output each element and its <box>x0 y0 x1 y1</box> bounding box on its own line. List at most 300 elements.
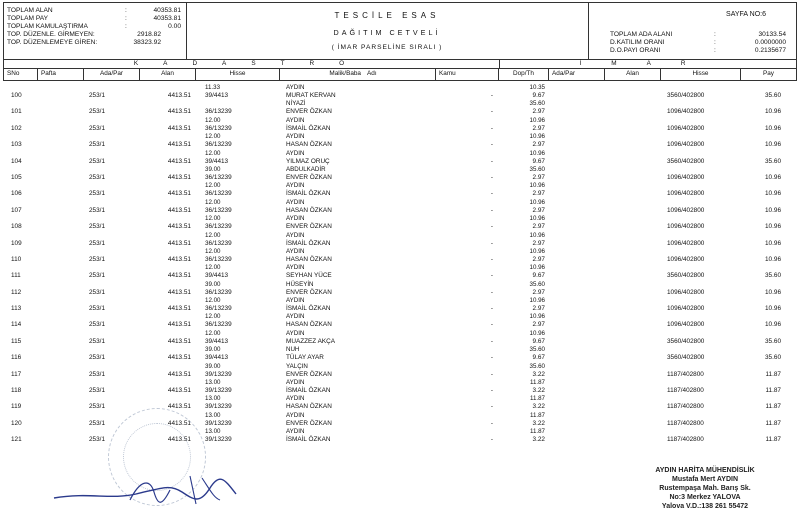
total-label: TOPLAM KAMULAŞTIRMA <box>7 23 88 30</box>
cell-dop: 9.67 <box>532 157 545 165</box>
cell-dop: 9.67 <box>532 272 545 280</box>
cell-prev-dop: 11.87 <box>529 428 545 436</box>
company-tax: Yalova V.D.:138 261 55472 <box>661 503 749 510</box>
cell-kamu: - <box>490 387 493 395</box>
table-row <box>3 362 795 381</box>
handwritten-signature-icon <box>50 470 240 510</box>
total-value: 38323.92 <box>133 39 161 46</box>
cell-ada-par: 253/1 <box>89 387 105 395</box>
table-row <box>3 381 795 397</box>
cell-hisse: 36/13239 <box>205 108 232 116</box>
cell-malik: MUAZZEZ AKÇA <box>286 337 335 345</box>
total-value: 0.00 <box>168 23 181 30</box>
colon: : <box>125 23 127 30</box>
cell-hisse: 39/13239 <box>205 370 232 378</box>
cell-kamu: - <box>490 370 493 378</box>
col-header-imar-alan: Alan <box>605 68 661 80</box>
ratio-label: D.KATILIM ORANI <box>610 39 665 46</box>
cell-pay: 10.96 <box>765 288 781 296</box>
cell-prev-hisse: 39.00 <box>205 346 221 354</box>
cell-dop: 9.67 <box>532 354 545 362</box>
cell-prev-name: AYDIN <box>286 264 305 272</box>
cell-sno: 109 <box>11 239 22 247</box>
company-address-2: No:3 Merkez YALOVA <box>669 494 741 501</box>
col-header-pay: Pay <box>762 70 774 77</box>
cell-prev-name: NUH <box>286 346 300 354</box>
table-row <box>3 266 795 282</box>
col-header-alan: Alan <box>140 68 196 80</box>
cell-prev-hisse: 39.00 <box>205 165 221 173</box>
cell-prev-hisse: 11.33 <box>205 84 221 91</box>
cell-ada-par: 253/1 <box>89 403 105 411</box>
cell-hisse: 36/13239 <box>205 305 232 313</box>
cell-dop: 2.97 <box>532 223 545 231</box>
cell-alan: 4413.51 <box>167 108 191 116</box>
cell-imar-hisse: 1096/402800 <box>667 190 705 198</box>
cell-dop: 2.97 <box>532 255 545 263</box>
cell-malik: İSMAİL ÖZKAN <box>286 305 331 313</box>
cell-pay: 10.96 <box>765 206 781 214</box>
cell-prev-name: AYDIN <box>286 428 305 436</box>
cell-kamu: - <box>490 255 493 263</box>
section-kadastro: KADASTRO <box>4 59 500 68</box>
cell-prev-dop: 35.60 <box>529 362 545 370</box>
cell-sno: 116 <box>11 354 22 362</box>
cell-alan: 4413.51 <box>167 173 191 181</box>
cell-malik: ENVER ÖZKAN <box>286 419 332 427</box>
cell-prev-name: HÜSEYİN <box>286 280 314 288</box>
cell-pay: 35.60 <box>765 92 781 99</box>
cell-prev-hisse: 12.00 <box>205 231 221 239</box>
document-subtitle: DAĞITIM CETVELİ <box>333 28 441 37</box>
cell-hisse: 36/13239 <box>205 321 232 329</box>
ratio-label: TOPLAM ADA ALANI <box>610 31 673 38</box>
cell-sno: 110 <box>11 255 22 263</box>
cell-pay: 11.87 <box>765 387 781 395</box>
cell-sno: 117 <box>11 370 22 378</box>
cell-prev-hisse: 12.00 <box>205 198 221 206</box>
cell-alan: 4413.51 <box>167 436 191 444</box>
colon: : <box>714 39 716 46</box>
cell-sno: 100 <box>11 92 22 99</box>
cell-malik: İSMAİL ÖZKAN <box>286 436 331 444</box>
cell-alan: 4413.51 <box>167 403 191 411</box>
cell-ada-par: 253/1 <box>89 223 105 231</box>
cell-imar-hisse: 3560/402800 <box>667 157 705 165</box>
total-label: TOPLAM PAY <box>7 15 49 22</box>
cell-imar-hisse: 1187/402800 <box>667 419 704 427</box>
cell-hisse: 39/13239 <box>205 403 232 411</box>
cell-alan: 4413.51 <box>167 124 191 132</box>
document-header <box>3 2 797 60</box>
cell-sno: 115 <box>11 337 22 345</box>
cell-kamu: - <box>490 337 493 345</box>
cell-alan: 4413.51 <box>167 288 191 296</box>
cell-kamu: - <box>490 223 493 231</box>
cell-hisse: 39/4413 <box>205 272 229 280</box>
cell-prev-hisse: 13.00 <box>205 428 221 436</box>
cell-alan: 4413.51 <box>167 419 191 427</box>
cell-ada-par: 253/1 <box>89 141 105 149</box>
cell-ada-par: 253/1 <box>89 419 105 427</box>
colon: : <box>125 7 127 14</box>
cell-malik: HASAN ÖZKAN <box>286 255 332 263</box>
cell-kamu: - <box>490 108 493 116</box>
cell-kamu: - <box>490 419 493 427</box>
cell-ada-par: 253/1 <box>89 124 105 132</box>
cell-sno: 120 <box>11 419 22 427</box>
cell-prev-name: AYDIN <box>286 215 305 223</box>
cell-prev-dop: 10.96 <box>529 297 545 305</box>
cell-hisse: 36/13239 <box>205 223 232 231</box>
cell-pay: 10.96 <box>765 124 781 132</box>
cell-sno: 118 <box>11 387 22 395</box>
cell-prev-hisse: 12.00 <box>205 116 221 124</box>
cell-prev-dop: 10.96 <box>529 198 545 206</box>
table-row <box>3 135 795 151</box>
cell-prev-dop: 10.96 <box>529 329 545 337</box>
col-header-kamu: Kamu <box>436 68 499 80</box>
cell-prev-name: AYDIN <box>286 379 305 387</box>
total-label: TOP. DÜZENLE. GİRMEYEN: <box>7 31 95 38</box>
cell-dop: 9.67 <box>532 337 545 345</box>
cell-prev-dop: 10.96 <box>529 313 545 321</box>
cell-prev-hisse: 12.00 <box>205 297 221 305</box>
cell-hisse: 39/13239 <box>205 436 232 444</box>
cell-imar-hisse: 1096/402800 <box>667 255 705 263</box>
cell-malik: HASAN ÖZKAN <box>286 206 332 214</box>
cell-imar-hisse: 1096/402800 <box>667 141 705 149</box>
col-header-dop: Dop/Th <box>499 68 549 80</box>
cell-alan: 4413.51 <box>167 354 191 362</box>
company-address-1: Rustempaşa Mah. Barış Sk. <box>659 485 751 492</box>
cell-malik: İSMAİL ÖZKAN <box>286 239 331 247</box>
cell-sno: 108 <box>11 223 22 231</box>
cell-prev-dop: 11.87 <box>529 395 545 403</box>
cell-hisse: 36/13239 <box>205 288 232 296</box>
cell-pay: 10.96 <box>765 141 781 149</box>
cell-imar-hisse: 1096/402800 <box>667 288 705 296</box>
total-label: TOPLAM ALAN <box>7 7 53 14</box>
cell-dop: 3.22 <box>532 387 545 395</box>
cell-imar-hisse: 1187/402800 <box>667 436 704 444</box>
cell-malik: ENVER ÖZKAN <box>286 173 332 181</box>
table-row <box>3 102 795 118</box>
cell-prev-hisse: 12.00 <box>205 215 221 223</box>
table-row <box>3 299 795 315</box>
cell-ada-par: 253/1 <box>89 337 105 345</box>
cell-hisse: 36/13239 <box>205 190 232 198</box>
cell-prev-dop: 11.87 <box>529 411 545 419</box>
cell-dop: 3.22 <box>532 419 545 427</box>
cell-prev-dop: 10.96 <box>529 182 545 190</box>
cell-hisse: 39/13239 <box>205 419 232 427</box>
cell-prev-hisse: 39.00 <box>205 280 221 288</box>
cell-prev-name: AYDIN <box>286 395 305 403</box>
cell-prev-dop: 10.96 <box>529 247 545 255</box>
section-imar: İMAR <box>579 60 716 67</box>
company-stamp <box>620 466 790 511</box>
total-value: 2918.82 <box>137 31 161 38</box>
cell-ada-par: 253/1 <box>89 321 105 329</box>
cell-pay: 10.96 <box>765 223 781 231</box>
cell-kamu: - <box>490 141 493 149</box>
cell-malik: ENVER ÖZKAN <box>286 223 332 231</box>
cell-prev-name: AYDIN <box>286 313 305 321</box>
table-row <box>3 149 795 168</box>
cell-hisse: 39/4413 <box>205 337 229 345</box>
cell-sno: 112 <box>11 288 22 296</box>
cell-dop: 2.97 <box>532 321 545 329</box>
ratio-label: D.O.PAYI ORANI <box>610 47 661 54</box>
cell-imar-hisse: 1187/402800 <box>667 370 704 378</box>
col-header-ada-par: Ada/Par <box>84 68 140 80</box>
cell-ada-par: 253/1 <box>89 92 105 99</box>
cell-prev-dop: 10.96 <box>529 264 545 272</box>
cell-imar-hisse: 1187/402800 <box>667 403 704 411</box>
ratio-block <box>588 3 796 59</box>
cell-alan: 4413.51 <box>167 223 191 231</box>
cell-dop: 9.67 <box>532 92 545 99</box>
cell-alan: 4413.51 <box>167 206 191 214</box>
table-body <box>3 86 795 447</box>
cell-pay: 10.96 <box>765 239 781 247</box>
cell-kamu: - <box>490 403 493 411</box>
col-header-imar-hisse: Hisse <box>661 68 741 80</box>
cell-sno: 121 <box>11 436 22 444</box>
table-row <box>3 315 795 331</box>
table-row <box>3 247 795 266</box>
cell-sno: 119 <box>11 403 22 411</box>
cell-malik: HASAN ÖZKAN <box>286 403 332 411</box>
col-header-hisse: Hisse <box>196 68 280 80</box>
cell-kamu: - <box>490 157 493 165</box>
cell-alan: 4413.51 <box>167 370 191 378</box>
cell-dop: 2.97 <box>532 239 545 247</box>
cell-pay: 10.96 <box>765 173 781 181</box>
cell-malik: MURAT KERVAN <box>286 92 336 99</box>
cell-pay: 10.96 <box>765 108 781 116</box>
cell-prev-hisse: 13.00 <box>205 411 221 419</box>
cell-pay: 11.87 <box>765 436 781 444</box>
table-row <box>3 165 795 184</box>
table-row <box>3 231 795 250</box>
cell-ada-par: 253/1 <box>89 239 105 247</box>
cell-imar-hisse: 1096/402800 <box>667 305 705 313</box>
cell-prev-name: AYDIN <box>286 411 305 419</box>
cell-dop: 2.97 <box>532 108 545 116</box>
cell-prev-dop: 35.60 <box>529 346 545 354</box>
cell-dop: 2.97 <box>532 124 545 132</box>
cell-malik: SEYHAN YÜCE <box>286 272 332 280</box>
cell-malik: YILMAZ ORUÇ <box>286 157 330 165</box>
cell-sno: 107 <box>11 206 22 214</box>
cell-dop: 2.97 <box>532 173 545 181</box>
cell-dop: 2.97 <box>532 288 545 296</box>
table-row <box>3 329 795 348</box>
cell-kamu: - <box>490 354 493 362</box>
cell-alan: 4413.51 <box>167 305 191 313</box>
cell-imar-hisse: 1096/402800 <box>667 239 705 247</box>
cell-imar-hisse: 1187/402800 <box>667 387 704 395</box>
cell-alan: 4413.51 <box>167 92 191 99</box>
cell-ada-par: 253/1 <box>89 288 105 296</box>
title-block <box>186 3 589 59</box>
cell-hisse: 39/4413 <box>205 157 229 165</box>
cell-prev-dop: 10.96 <box>529 215 545 223</box>
total-label: TOP. DÜZENLEMEYE GİREN: <box>7 39 98 46</box>
ratio-value: 0.0000000 <box>754 39 786 46</box>
cell-malik: TÜLAY AYAR <box>286 354 324 362</box>
cell-malik: ENVER ÖZKAN <box>286 370 332 378</box>
cell-hisse: 36/13239 <box>205 239 232 247</box>
cell-ada-par: 253/1 <box>89 305 105 313</box>
cell-alan: 4413.51 <box>167 255 191 263</box>
cell-dop: 2.97 <box>532 190 545 198</box>
cell-prev-hisse: 12.00 <box>205 182 221 190</box>
cell-hisse: 36/13239 <box>205 173 232 181</box>
cell-prev-name: AYDIN <box>286 247 305 255</box>
cell-sno: 105 <box>11 173 22 181</box>
colon: : <box>714 31 716 38</box>
cell-hisse: 39/4413 <box>205 92 229 99</box>
cell-alan: 4413.51 <box>167 337 191 345</box>
cell-alan: 4413.51 <box>167 190 191 198</box>
cell-prev-name: AYDIN <box>286 182 305 190</box>
cell-pay: 10.96 <box>765 321 781 329</box>
cell-sno: 111 <box>11 272 21 280</box>
cell-pay: 35.60 <box>765 354 781 362</box>
cell-sno: 113 <box>11 305 22 313</box>
cell-sno: 101 <box>11 108 22 116</box>
cell-ada-par: 253/1 <box>89 255 105 263</box>
cell-prev-name: AYDIN <box>286 231 305 239</box>
cell-prev-hisse: 13.00 <box>205 395 221 403</box>
cell-prev-dop: 10.96 <box>529 149 545 157</box>
company-name: AYDIN HARİTA MÜHENDİSLİK <box>655 467 755 474</box>
cell-imar-hisse: 3560/402800 <box>667 354 705 362</box>
col-header-adi: Adı <box>364 68 436 80</box>
cell-prev-dop: 11.87 <box>529 379 545 387</box>
cell-prev-dop: 10.96 <box>529 116 545 124</box>
cell-ada-par: 253/1 <box>89 370 105 378</box>
cell-sno: 103 <box>11 141 22 149</box>
col-header-imar-ada: Ada/Par <box>549 68 605 80</box>
cell-prev-name: AYDIN <box>286 329 305 337</box>
cell-dop: 2.97 <box>532 305 545 313</box>
cell-pay: 10.96 <box>765 305 781 313</box>
cell-malik: İSMAİL ÖZKAN <box>286 124 331 132</box>
cell-pay: 11.87 <box>765 403 781 411</box>
cell-prev-name: AYDIN <box>286 198 305 206</box>
cell-ada-par: 253/1 <box>89 173 105 181</box>
cell-sno: 102 <box>11 124 22 132</box>
cell-kamu: - <box>490 173 493 181</box>
cell-prev-name: YALÇIN <box>286 362 308 370</box>
cell-prev-dop: 10.96 <box>529 133 545 141</box>
cell-dop: 3.22 <box>532 436 545 444</box>
cell-hisse: 36/13239 <box>205 141 232 149</box>
cell-kamu: - <box>490 92 493 99</box>
cell-prev-name: ABDULKADİR <box>286 165 326 173</box>
cell-ada-par: 253/1 <box>89 190 105 198</box>
cell-alan: 4413.51 <box>167 157 191 165</box>
cell-prev-dop: 35.60 <box>529 165 545 173</box>
cell-pay: 35.60 <box>765 272 781 280</box>
cell-prev-dop: 35.60 <box>529 280 545 288</box>
colon: : <box>125 15 127 22</box>
table-row <box>3 397 795 413</box>
cell-kamu: - <box>490 321 493 329</box>
cell-pay: 10.96 <box>765 255 781 263</box>
table-row <box>3 184 795 200</box>
cell-prev-hisse: 13.00 <box>205 379 221 387</box>
cell-sno: 106 <box>11 190 22 198</box>
cell-hisse: 36/13239 <box>205 206 232 214</box>
cell-pay: 11.87 <box>765 370 781 378</box>
cell-prev-hisse: 12.00 <box>205 264 221 272</box>
total-value: 40353.81 <box>153 15 181 22</box>
cell-imar-hisse: 1096/402800 <box>667 124 705 132</box>
cell-imar-hisse: 1096/402800 <box>667 173 705 181</box>
cell-prev-name: NİYAZİ <box>286 100 306 108</box>
table-row <box>3 198 795 217</box>
document-title: TESCİLE ESAS <box>334 11 440 20</box>
cell-kamu: - <box>490 436 493 444</box>
cell-dop: 2.97 <box>532 206 545 214</box>
table-row <box>3 86 795 102</box>
colon: : <box>714 47 716 54</box>
cell-imar-hisse: 1096/402800 <box>667 108 705 116</box>
cell-ada-par: 253/1 <box>89 354 105 362</box>
ratio-value: 0.2135677 <box>754 47 786 54</box>
cell-prev-name: AYDIN <box>286 297 305 305</box>
cell-malik: HASAN ÖZKAN <box>286 321 332 329</box>
cell-prev-hisse: 39.00 <box>205 362 221 370</box>
table-row <box>3 116 795 135</box>
cell-prev-hisse: 12.00 <box>205 149 221 157</box>
cell-malik: ENVER ÖZKAN <box>286 108 332 116</box>
cell-kamu: - <box>490 190 493 198</box>
cell-prev-name: AYDIN <box>286 116 305 124</box>
cell-dop: 3.22 <box>532 370 545 378</box>
cell-pay: 35.60 <box>765 157 781 165</box>
cell-alan: 4413.51 <box>167 387 191 395</box>
column-headers <box>3 68 797 81</box>
cell-malik: HASAN ÖZKAN <box>286 141 332 149</box>
col-header-sno: SNo <box>4 68 38 80</box>
cell-sno: 114 <box>11 321 22 329</box>
col-header-malik: Malik/Baba <box>329 70 361 77</box>
cell-imar-hisse: 3560/402800 <box>667 272 705 280</box>
cell-ada-par: 253/1 <box>89 436 105 444</box>
cell-alan: 4413.51 <box>167 141 191 149</box>
document-sort-note: ( İMAR PARSELİNE SIRALI ) <box>331 44 443 51</box>
page-number: SAYFA NO:6 <box>726 11 766 18</box>
cell-alan: 4413.51 <box>167 272 191 280</box>
cell-prev-hisse: 12.00 <box>205 329 221 337</box>
table-row <box>3 348 795 364</box>
cell-imar-hisse: 1096/402800 <box>667 223 705 231</box>
col-header-pafta: Pafta <box>38 68 84 80</box>
cell-prev-name: AYDIN <box>286 133 305 141</box>
table-row <box>3 217 795 233</box>
cell-kamu: - <box>490 239 493 247</box>
cell-pay: 35.60 <box>765 337 781 345</box>
cell-ada-par: 253/1 <box>89 272 105 280</box>
cell-malik: ENVER ÖZKAN <box>286 288 332 296</box>
ratio-value: 30133.54 <box>758 31 786 38</box>
